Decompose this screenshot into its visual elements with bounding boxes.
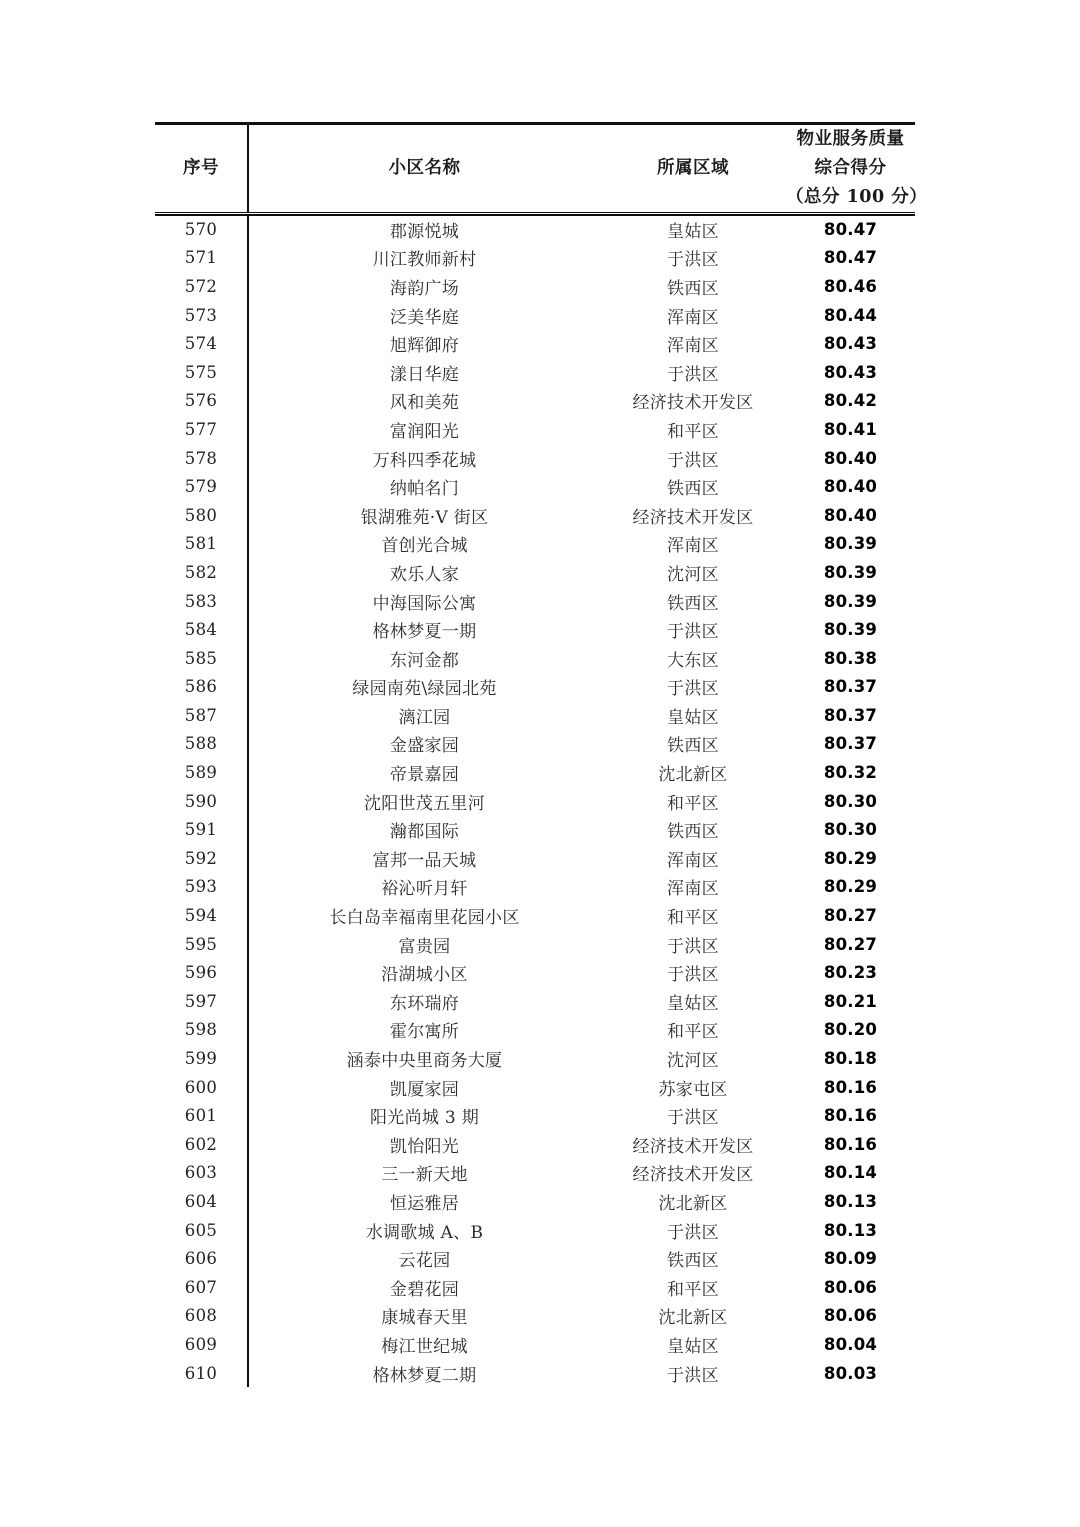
cell-region: 经济技术开发区 — [632, 1165, 754, 1186]
cell-score: 80.16 — [823, 1106, 878, 1126]
table-row — [155, 415, 915, 444]
cell-score: 80.09 — [823, 1249, 878, 1269]
column-header-community-name — [248, 124, 600, 214]
cell-region: 于洪区 — [667, 450, 719, 471]
cell-community-name: 瀚都国际 — [389, 822, 460, 843]
cell-score: 80.13 — [823, 1191, 878, 1211]
cell-community-name: 银湖雅苑·V 街区 — [360, 507, 489, 528]
cell-region: 沈河区 — [667, 564, 719, 585]
cell-sequence-number: 595 — [155, 930, 248, 959]
cell-region: 于洪区 — [667, 1222, 719, 1243]
cell-score: 80.42 — [823, 391, 878, 411]
cell-region: 于洪区 — [667, 622, 719, 643]
cell-region: 浑南区 — [667, 336, 719, 357]
table-row — [155, 272, 915, 301]
cell-score: 80.30 — [823, 791, 878, 811]
cell-community-name: 霍尔寓所 — [389, 1022, 460, 1043]
cell-community-name: 康城春天里 — [381, 1308, 468, 1329]
cell-community-name: 漓江园 — [398, 707, 451, 728]
cell-region: 大东区 — [667, 650, 719, 671]
cell-sequence-number: 590 — [155, 787, 248, 816]
cell-sequence-number: 593 — [155, 873, 248, 902]
cell-region: 于洪区 — [667, 936, 719, 957]
cell-region: 浑南区 — [667, 536, 719, 557]
cell-score: 80.39 — [823, 534, 878, 554]
cell-community-name: 凯怡阳光 — [389, 1136, 460, 1157]
table-row — [155, 587, 915, 616]
cell-region: 于洪区 — [667, 965, 719, 986]
cell-sequence-number: 603 — [155, 1159, 248, 1188]
cell-community-name: 格林梦夏一期 — [372, 622, 477, 643]
cell-community-name: 阳光尚城 3 期 — [369, 1108, 480, 1129]
table-row — [155, 1016, 915, 1045]
table-row — [155, 501, 915, 530]
cell-score: 80.14 — [823, 1163, 878, 1183]
cell-community-name: 沈阳世茂五里河 — [363, 793, 486, 814]
cell-community-name: 凯厦家园 — [389, 1079, 460, 1100]
cell-sequence-number: 576 — [155, 387, 248, 416]
cell-region: 浑南区 — [667, 879, 719, 900]
table-row — [155, 1244, 915, 1273]
table-row — [155, 815, 915, 844]
cell-region: 铁西区 — [667, 1251, 719, 1272]
cell-sequence-number: 577 — [155, 415, 248, 444]
cell-score: 80.18 — [823, 1049, 878, 1069]
cell-sequence-number: 601 — [155, 1101, 248, 1130]
cell-sequence-number: 592 — [155, 844, 248, 873]
table-row — [155, 644, 915, 673]
cell-sequence-number: 598 — [155, 1016, 248, 1045]
cell-region: 经济技术开发区 — [632, 507, 754, 528]
column-header-region — [600, 124, 786, 214]
cell-region: 铁西区 — [667, 736, 719, 757]
cell-community-name: 金碧花园 — [389, 1279, 460, 1300]
cell-sequence-number: 604 — [155, 1187, 248, 1216]
cell-region: 和平区 — [667, 421, 719, 442]
cell-community-name: 万科四季花城 — [372, 450, 477, 471]
cell-score: 80.23 — [823, 963, 878, 983]
column-header-sequence-label: 序号 — [183, 158, 219, 178]
table-row — [155, 930, 915, 959]
cell-score: 80.39 — [823, 620, 878, 640]
table-row — [155, 730, 915, 759]
cell-region: 浑南区 — [667, 850, 719, 871]
table-row — [155, 1130, 915, 1159]
cell-score: 80.37 — [823, 734, 878, 754]
cell-sequence-number: 579 — [155, 472, 248, 501]
cell-score: 80.40 — [823, 505, 878, 525]
cell-score: 80.41 — [823, 419, 878, 439]
column-header-region-label: 所属区域 — [657, 158, 729, 178]
table-row — [155, 1159, 915, 1188]
cell-community-name: 绿园南苑\绿园北苑 — [352, 679, 497, 700]
cell-region: 沈北新区 — [658, 1308, 728, 1329]
cell-region: 沈北新区 — [658, 1193, 728, 1214]
cell-sequence-number: 607 — [155, 1273, 248, 1302]
cell-region: 浑南区 — [667, 307, 719, 328]
cell-sequence-number: 610 — [155, 1359, 248, 1388]
cell-sequence-number: 578 — [155, 444, 248, 473]
cell-community-name: 泛美华庭 — [389, 307, 460, 328]
table-row — [155, 1187, 915, 1216]
table-row — [155, 987, 915, 1016]
cell-score: 80.06 — [823, 1306, 878, 1326]
cell-region: 于洪区 — [667, 250, 719, 271]
cell-region: 和平区 — [667, 1022, 719, 1043]
table-row — [155, 673, 915, 702]
cell-score: 80.06 — [823, 1277, 878, 1297]
cell-sequence-number: 575 — [155, 358, 248, 387]
cell-sequence-number: 591 — [155, 815, 248, 844]
table-row — [155, 844, 915, 873]
cell-score: 80.04 — [823, 1334, 878, 1354]
cell-community-name: 格林梦夏二期 — [372, 1365, 477, 1386]
cell-score: 80.03 — [823, 1363, 878, 1383]
cell-sequence-number: 600 — [155, 1073, 248, 1102]
table-row — [155, 1330, 915, 1359]
cell-community-name: 三一新天地 — [381, 1165, 468, 1186]
table-header — [155, 124, 928, 214]
cell-score: 80.21 — [823, 991, 878, 1011]
cell-score: 80.27 — [823, 934, 878, 954]
cell-score: 80.47 — [786, 214, 915, 244]
cell-score: 80.37 — [823, 705, 878, 725]
cell-community-name: 云花园 — [398, 1251, 451, 1272]
table-row — [155, 387, 915, 416]
cell-score: 80.20 — [823, 1020, 878, 1040]
cell-community-name: 东环瑞府 — [389, 993, 460, 1014]
table-row — [155, 244, 915, 273]
cell-score: 80.16 — [823, 1077, 878, 1097]
table-row — [155, 901, 915, 930]
table-row — [155, 1302, 915, 1331]
cell-community-name: 东河金都 — [389, 650, 460, 671]
cell-sequence-number: 570 — [155, 214, 248, 244]
cell-score: 80.47 — [823, 248, 878, 268]
cell-community-name: 纳帕名门 — [389, 479, 460, 500]
table-row — [155, 1073, 915, 1102]
cell-sequence-number: 580 — [155, 501, 248, 530]
cell-sequence-number: 608 — [155, 1302, 248, 1331]
cell-sequence-number: 586 — [155, 673, 248, 702]
cell-score: 80.44 — [823, 305, 878, 325]
cell-sequence-number: 573 — [155, 301, 248, 330]
cell-community-name: 沿湖城小区 — [381, 965, 468, 986]
cell-region: 皇姑区 — [600, 214, 786, 244]
cell-region: 于洪区 — [667, 1365, 719, 1386]
cell-community-name: 中海国际公寓 — [372, 593, 477, 614]
cell-region: 于洪区 — [667, 679, 719, 700]
cell-region: 和平区 — [667, 1279, 719, 1300]
cell-region: 皇姑区 — [667, 707, 719, 728]
cell-sequence-number: 584 — [155, 615, 248, 644]
cell-score: 80.37 — [823, 677, 878, 697]
table-row — [155, 1101, 915, 1130]
cell-community-name: 涵泰中央里商务大厦 — [346, 1051, 503, 1072]
cell-sequence-number: 587 — [155, 701, 248, 730]
property-service-score-table — [155, 122, 928, 1387]
cell-sequence-number: 583 — [155, 587, 248, 616]
cell-community-name: 富贵园 — [398, 936, 451, 957]
cell-score: 80.29 — [823, 877, 878, 897]
table-row — [155, 214, 915, 244]
column-header-score-line1: 物业服务质量 — [796, 129, 905, 149]
cell-community-name: 裕沁听月轩 — [381, 879, 468, 900]
column-header-score — [786, 124, 928, 214]
cell-community-name: 帝景嘉园 — [389, 765, 460, 786]
cell-sequence-number: 594 — [155, 901, 248, 930]
cell-score: 80.38 — [823, 648, 878, 668]
cell-sequence-number: 572 — [155, 272, 248, 301]
cell-score: 80.16 — [823, 1134, 878, 1154]
cell-sequence-number: 597 — [155, 987, 248, 1016]
cell-score: 80.13 — [823, 1220, 878, 1240]
cell-sequence-number: 571 — [155, 244, 248, 273]
column-header-sequence — [155, 124, 248, 214]
cell-region: 皇姑区 — [667, 993, 719, 1014]
cell-sequence-number: 582 — [155, 558, 248, 587]
table-row — [155, 530, 915, 559]
cell-region: 沈河区 — [667, 1051, 719, 1072]
cell-region: 经济技术开发区 — [632, 1136, 754, 1157]
cell-score: 80.30 — [823, 820, 878, 840]
cell-region: 于洪区 — [667, 1108, 719, 1129]
cell-region: 和平区 — [667, 793, 719, 814]
table-row — [155, 1273, 915, 1302]
cell-region: 铁西区 — [667, 479, 719, 500]
table-row — [155, 1359, 915, 1388]
cell-sequence-number: 606 — [155, 1244, 248, 1273]
cell-community-name: 欢乐人家 — [389, 564, 460, 585]
column-header-score-line3: （总分 100 分） — [786, 187, 928, 207]
table-row — [155, 301, 915, 330]
cell-score: 80.40 — [823, 477, 878, 497]
cell-score: 80.39 — [823, 562, 878, 582]
cell-community-name: 川江教师新村 — [372, 250, 477, 271]
cell-sequence-number: 588 — [155, 730, 248, 759]
table-row — [155, 1044, 915, 1073]
cell-community-name: 富邦一品天城 — [372, 850, 477, 871]
cell-community-name: 首创光合城 — [381, 536, 468, 557]
table-row — [155, 701, 915, 730]
cell-sequence-number: 596 — [155, 958, 248, 987]
cell-region: 沈北新区 — [658, 765, 728, 786]
cell-score: 80.32 — [823, 763, 878, 783]
cell-community-name: 长白岛幸福南里花园小区 — [329, 908, 520, 929]
table-body — [155, 214, 915, 1388]
cell-region: 铁西区 — [667, 822, 719, 843]
cell-score: 80.46 — [823, 276, 878, 296]
cell-region: 经济技术开发区 — [632, 393, 754, 414]
table-row — [155, 787, 915, 816]
cell-community-name: 漾日华庭 — [389, 364, 460, 385]
cell-community-name: 金盛家园 — [389, 736, 460, 757]
cell-score: 80.43 — [823, 334, 878, 354]
cell-sequence-number: 574 — [155, 329, 248, 358]
cell-sequence-number: 585 — [155, 644, 248, 673]
column-header-community-name-label: 小区名称 — [388, 158, 461, 178]
cell-sequence-number: 599 — [155, 1044, 248, 1073]
table-row — [155, 558, 915, 587]
cell-community-name: 风和美苑 — [389, 393, 460, 414]
table-row — [155, 472, 915, 501]
cell-sequence-number: 581 — [155, 530, 248, 559]
cell-community-name: 梅江世纪城 — [381, 1336, 468, 1357]
cell-region: 铁西区 — [667, 278, 719, 299]
cell-score: 80.29 — [823, 848, 878, 868]
cell-region: 铁西区 — [667, 593, 719, 614]
cell-community-name: 水调歌城 A、B — [365, 1222, 484, 1243]
table-row — [155, 1216, 915, 1245]
cell-community-name: 富润阳光 — [389, 421, 460, 442]
cell-region: 和平区 — [667, 908, 719, 929]
cell-score: 80.27 — [823, 906, 878, 926]
cell-community-name: 恒运雅居 — [389, 1193, 460, 1214]
cell-region: 于洪区 — [667, 364, 719, 385]
table-row — [155, 873, 915, 902]
cell-sequence-number: 602 — [155, 1130, 248, 1159]
table-row — [155, 358, 915, 387]
table-row — [155, 329, 915, 358]
cell-score: 80.39 — [823, 591, 878, 611]
table-row — [155, 615, 915, 644]
cell-community-name: 海韵广场 — [389, 278, 460, 299]
table-row — [155, 444, 915, 473]
cell-community-name: 旭辉御府 — [389, 336, 460, 357]
cell-sequence-number: 605 — [155, 1216, 248, 1245]
table-row — [155, 758, 915, 787]
cell-sequence-number: 609 — [155, 1330, 248, 1359]
cell-region: 皇姑区 — [667, 1336, 719, 1357]
table-row — [155, 958, 915, 987]
cell-community-name: 郡源悦城 — [248, 214, 600, 244]
cell-sequence-number: 589 — [155, 758, 248, 787]
table-header-row — [155, 124, 915, 214]
cell-score: 80.40 — [823, 448, 878, 468]
cell-region: 苏家屯区 — [658, 1079, 728, 1100]
column-header-score-line2: 综合得分 — [814, 158, 887, 178]
cell-score: 80.43 — [823, 362, 878, 382]
